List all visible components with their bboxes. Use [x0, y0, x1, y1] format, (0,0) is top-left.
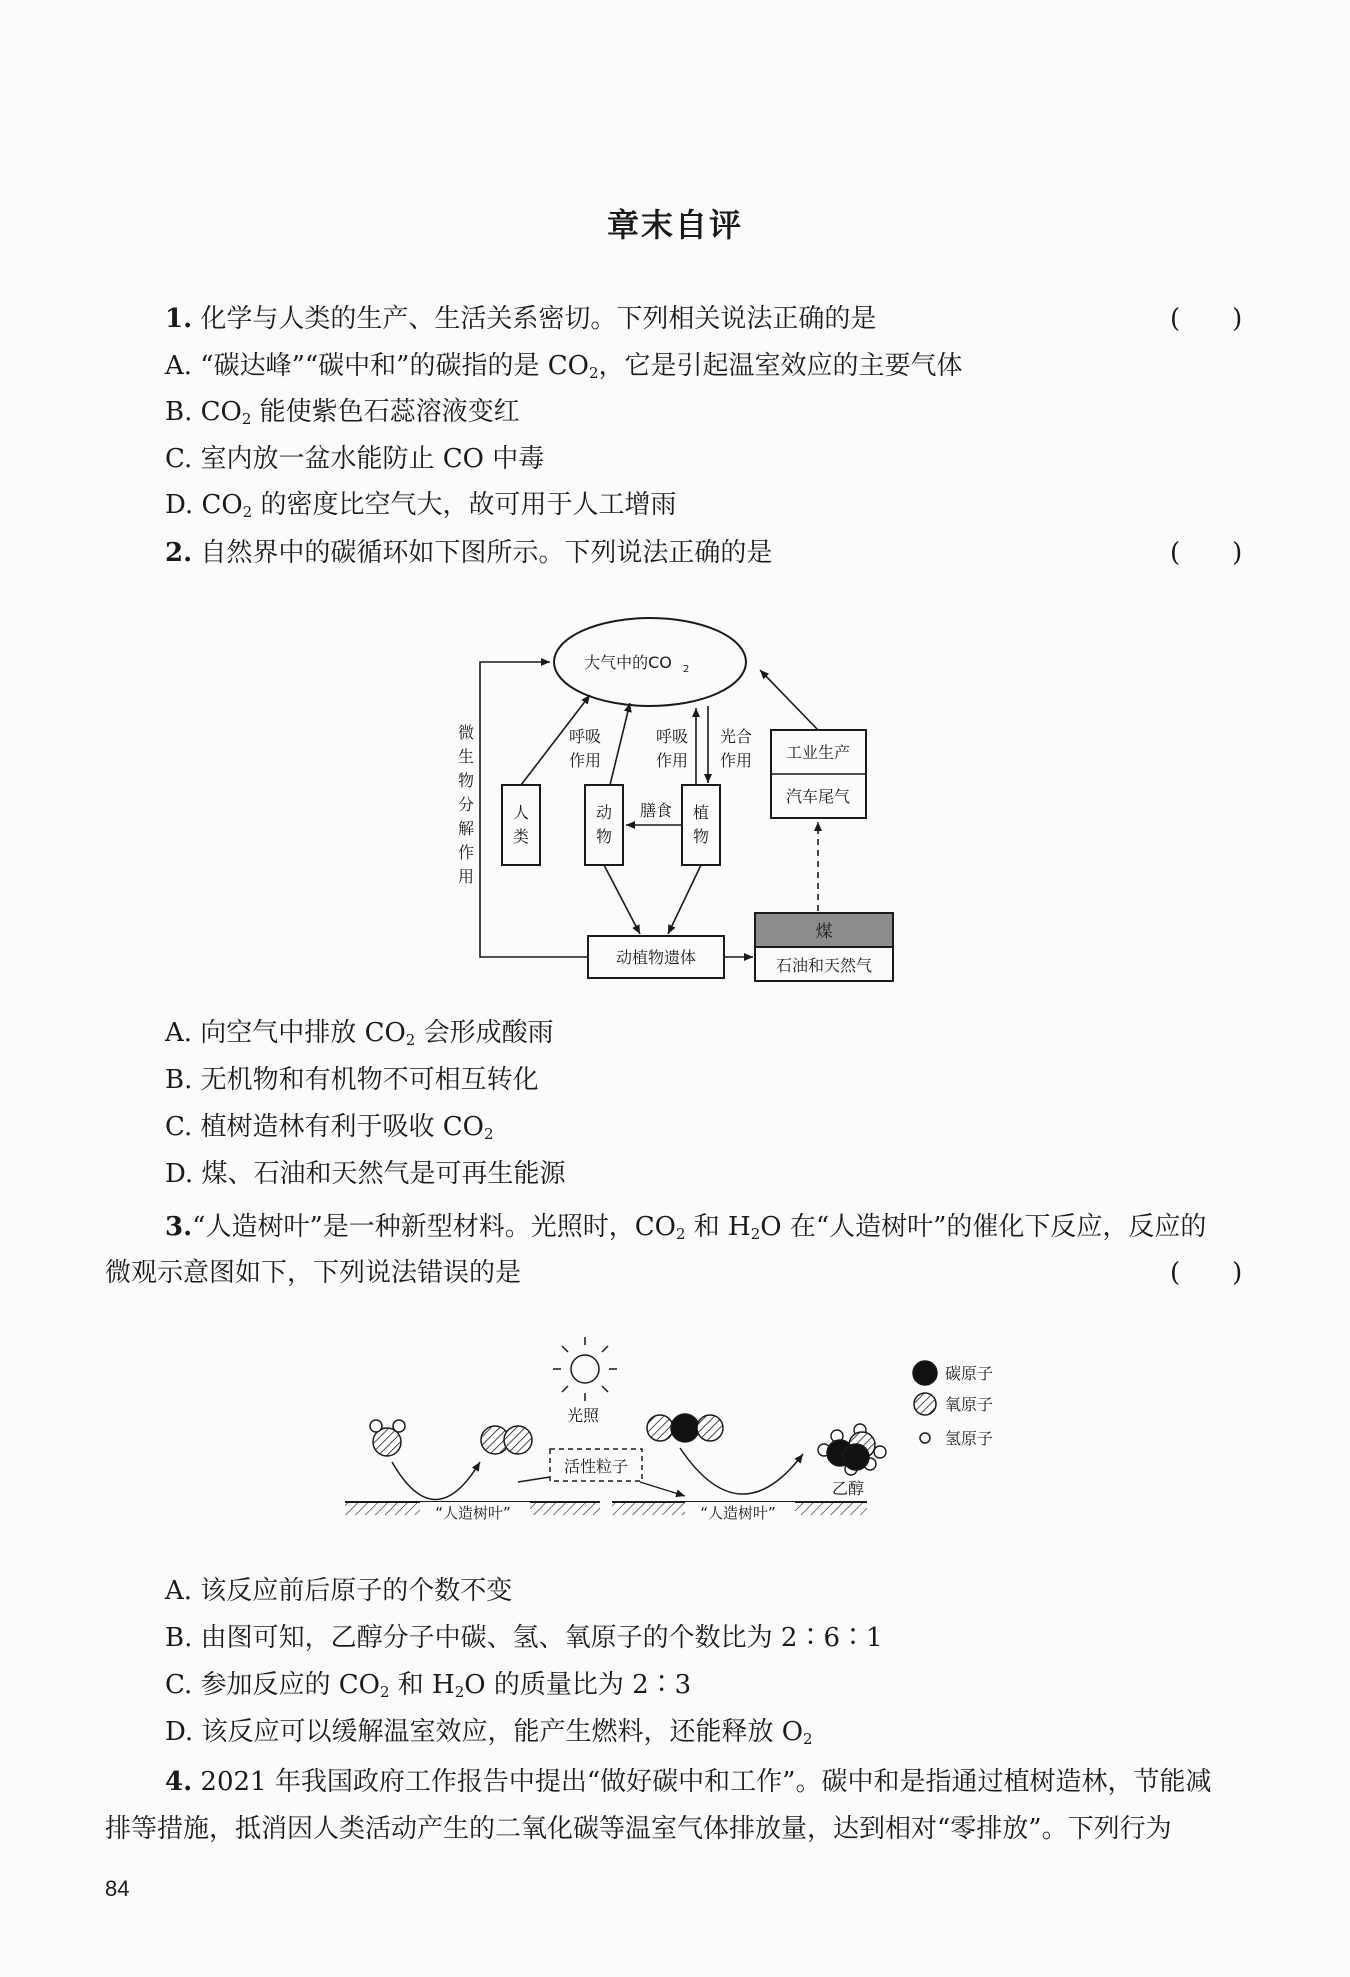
q1-stem: 化学与人类的生产、生活关系密切。下列相关说法正确的是	[200, 304, 877, 334]
q4-stem-line-1: 4. 2021 年我国政府工作报告中提出“做好碳中和工作”。碳中和是指通过植树造林，节能减	[165, 1767, 1212, 1797]
oxygen-molecule-icon	[481, 1426, 532, 1454]
plant-label-2: 物	[692, 827, 710, 846]
human-node	[502, 785, 540, 865]
water-molecule-icon	[370, 1420, 405, 1456]
legend-hydrogen-label: 氢原子	[945, 1429, 994, 1448]
q2-answer-paren: ( )	[1170, 538, 1243, 568]
q3-stem-line-1: 3.“人造树叶”是一种新型材料。光照时，$CO_2$ 和 $H_2O$ 在“人造树叶”的催化下反应，反应的	[165, 1212, 1207, 1243]
legend-oxygen-label: 氧原子	[945, 1395, 994, 1414]
animal-label-2: 物	[595, 827, 613, 846]
exhaust-label: 汽车尾气	[785, 787, 851, 806]
q1-option-a: A. “碳达峰”“碳中和”的碳指的是 $CO_2$，它是引起温室效应的主要气体	[165, 351, 963, 382]
q3-number: 3.	[165, 1212, 193, 1242]
svg-text:生: 生	[457, 747, 475, 766]
catalyst-label: 活性粒子	[563, 1457, 629, 1476]
legend-oxygen-icon	[914, 1393, 936, 1415]
microbe-label	[458, 723, 474, 886]
plant-label-1: 植	[692, 803, 710, 822]
respiration-label-2b: 作用	[655, 751, 689, 770]
legend-hydrogen-icon	[920, 1433, 930, 1443]
q1-answer-paren: ( )	[1170, 304, 1243, 334]
artificial-leaf-diagram	[340, 1332, 1020, 1542]
feeding-label: 膳食	[639, 801, 673, 820]
svg-text:分: 分	[457, 795, 475, 814]
leaf-label-1: “人造树叶”	[435, 1504, 511, 1522]
oil-gas-label: 石油和天然气	[775, 956, 873, 975]
catalyst-arrow-1	[518, 1477, 550, 1482]
atmosphere-label: 大气中的CO	[584, 653, 672, 672]
legend-carbon-label: 碳原子	[945, 1364, 994, 1383]
atmosphere-label-sub: 2	[683, 664, 690, 675]
animal-respiration-arrow	[610, 703, 630, 785]
human-label-1: 人	[512, 803, 530, 822]
q2-option-c: C. 植树造林有利于吸收 $CO_2$	[165, 1112, 494, 1143]
q1-number: 1.	[165, 304, 193, 334]
respiration-label-2a: 呼吸	[655, 727, 689, 746]
q2-stem: 自然界中的碳循环如下图所示。下列说法正确的是	[200, 538, 773, 568]
remains-label: 动植物遗体	[615, 948, 697, 967]
page-title: 章末自评	[606, 206, 743, 244]
animal-to-remains-arrow	[604, 865, 640, 934]
q3-stem-line-2: 微观示意图如下，下列说法错误的是	[105, 1258, 522, 1288]
q3-option-b: B. 由图可知，乙醇分子中碳、氢、氧原子的个数比为 2∶6∶1	[165, 1623, 883, 1653]
reaction-arrow-1	[392, 1462, 480, 1500]
q2-number: 2.	[165, 538, 193, 568]
q3-option-d: D. 该反应可以缓解温室效应，能产生燃料，还能释放 $O_2$	[165, 1717, 813, 1748]
page-number: 84	[105, 1876, 130, 1901]
leaf-label-2: “人造树叶”	[700, 1504, 776, 1522]
respiration-label-1a: 呼吸	[568, 727, 602, 746]
q3-option-a: A. 该反应前后原子的个数不变	[165, 1576, 513, 1606]
industry-arrow	[760, 670, 818, 730]
plant-to-remains-arrow	[668, 865, 701, 934]
light-label: 光照	[566, 1406, 600, 1425]
reaction-arrow-2	[680, 1448, 803, 1494]
q3-answer-paren: ( )	[1170, 1258, 1243, 1288]
q2-option-d: D. 煤、石油和天然气是可再生能源	[165, 1159, 566, 1189]
coal-label: 煤	[815, 922, 833, 942]
q1-option-d: D. $CO_2$ 的密度比空气大，故可用于人工增雨	[165, 490, 677, 521]
plant-node	[682, 785, 720, 865]
q1-stem-line	[165, 302, 876, 336]
q2-option-b: B. 无机物和有机物不可相互转化	[165, 1065, 539, 1095]
industry-label: 工业生产	[785, 743, 851, 762]
legend	[913, 1361, 993, 1448]
q4-number: 4.	[165, 1767, 193, 1797]
ethanol-molecule-icon	[818, 1424, 886, 1475]
animal-node	[585, 785, 623, 865]
svg-text:作: 作	[457, 843, 475, 862]
artificial-leaf-surface	[345, 1502, 867, 1518]
sun-icon	[553, 1337, 617, 1401]
q2-stem-line	[165, 536, 772, 570]
human-label-2: 类	[512, 827, 530, 846]
respiration-label-1b: 作用	[568, 751, 602, 770]
carbon-cycle-diagram	[440, 610, 910, 990]
q3-option-c: C. 参加反应的 $CO_2$ 和 $H_2O$ 的质量比为 2∶3	[165, 1670, 692, 1701]
svg-text:物: 物	[457, 771, 475, 790]
ethanol-label: 乙醇	[831, 1479, 865, 1498]
photosynthesis-label-a: 光合	[719, 727, 753, 746]
q4-stem-line-2: 排等措施，抵消因人类活动产生的二氧化碳等温室气体排放量，达到相对“零排放”。下列行为	[105, 1814, 1172, 1844]
svg-text:用: 用	[457, 867, 475, 886]
svg-text:解: 解	[457, 819, 475, 838]
catalyst-arrow-2	[640, 1482, 685, 1496]
animal-label-1: 动	[595, 803, 613, 822]
q1-option-c: C. 室内放一盆水能防止 CO 中毒	[165, 444, 545, 474]
q2-option-a: A. 向空气中排放 $CO_2$ 会形成酸雨	[165, 1018, 554, 1049]
co2-molecule-icon	[647, 1414, 723, 1442]
svg-text:微: 微	[457, 723, 475, 742]
microbe-arrow	[480, 662, 588, 957]
legend-carbon-icon	[913, 1361, 937, 1385]
photosynthesis-label-b: 作用	[719, 751, 753, 770]
q1-option-b: B. $CO_2$ 能使紫色石蕊溶液变红	[165, 397, 520, 428]
